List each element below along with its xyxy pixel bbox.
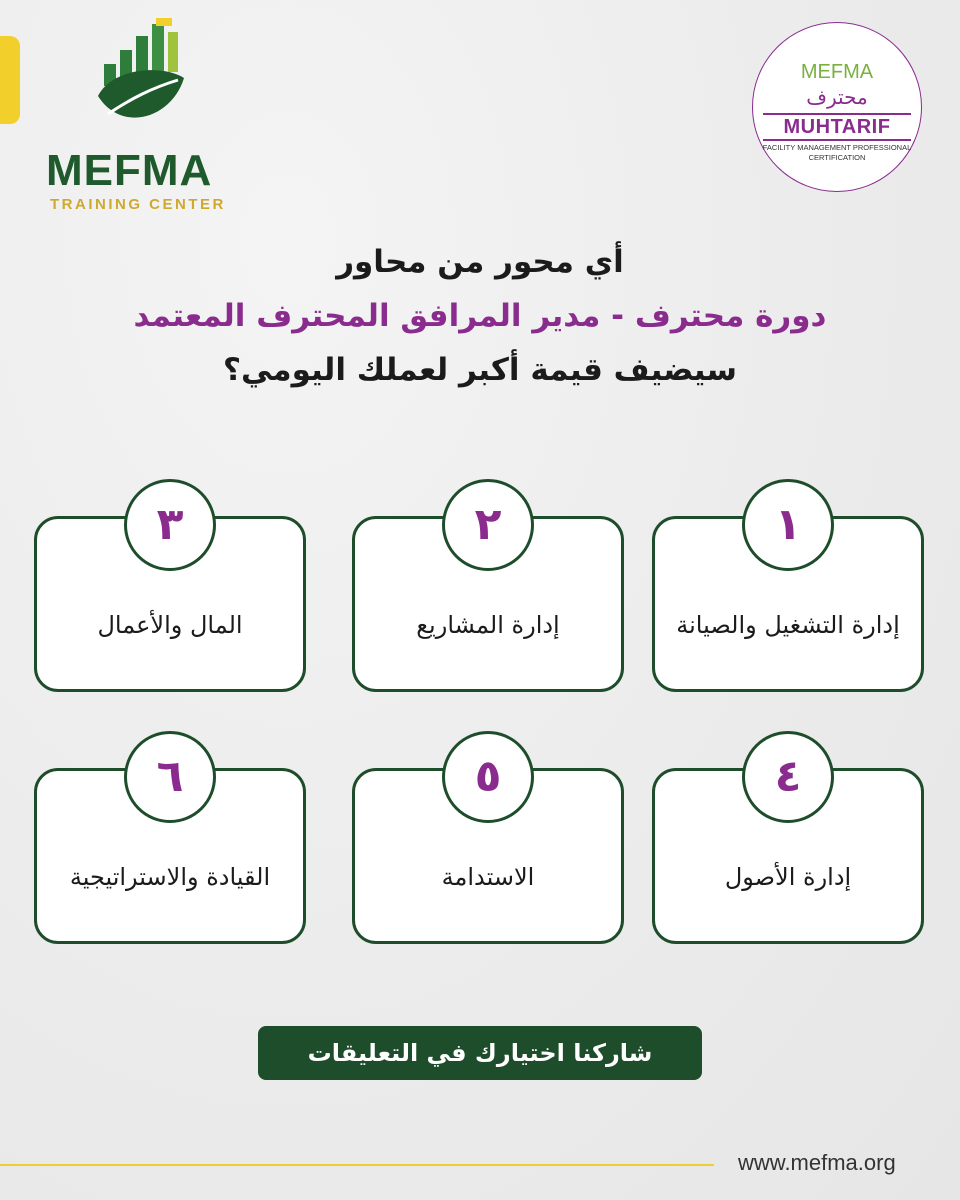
seal-ar: محترف: [806, 85, 868, 109]
accent-bar: [0, 36, 20, 124]
headline-line1: أي محور من محاور: [336, 244, 624, 280]
badge-number: ٤: [774, 751, 802, 802]
number-badge: [124, 731, 216, 823]
seal-name: MUHTARIF: [763, 113, 911, 141]
headline-line3: سيضيف قيمة أكبر لعملك اليومي؟: [223, 352, 737, 388]
option-card-6[interactable]: [34, 751, 306, 944]
badge-number: ٣: [156, 499, 184, 550]
number-badge: [442, 731, 534, 823]
footer-divider: [0, 1164, 714, 1166]
seal-caption: FACILITY MANAGEMENT PROFESSIONAL CERTIFICATION: [762, 143, 912, 162]
card-label: إدارة الأصول: [724, 863, 852, 891]
badge-number: ١: [774, 499, 802, 550]
brand-subtitle: TRAINING CENTER: [50, 196, 226, 213]
comment-cta-button[interactable]: شاركنا اختيارك في التعليقات: [258, 1026, 702, 1080]
badge-number: ٦: [156, 751, 184, 802]
website-link[interactable]: www.mefma.org: [738, 1150, 896, 1175]
badge-number: ٥: [474, 751, 502, 802]
muhtarif-seal: [752, 22, 922, 192]
option-card-1[interactable]: [652, 499, 924, 692]
card-label: المال والأعمال: [97, 611, 243, 639]
card-label: الاستدامة: [441, 863, 535, 891]
option-card-3[interactable]: [34, 499, 306, 692]
headline-line2: دورة محترف - مدير المرافق المحترف المعتمد: [133, 298, 827, 334]
card-label: إدارة المشاريع: [416, 611, 560, 639]
number-badge: [442, 479, 534, 571]
number-badge: [742, 479, 834, 571]
option-card-4[interactable]: [652, 751, 924, 944]
badge-number: ٢: [474, 499, 502, 550]
brand-title: MEFMA: [46, 146, 213, 195]
seal-en: MEFMA: [800, 61, 874, 83]
option-card-5[interactable]: [352, 751, 624, 944]
option-card-2[interactable]: [352, 499, 624, 692]
leaf-building-logo-icon: [92, 18, 192, 138]
card-label: القيادة والاستراتيجية: [69, 863, 271, 891]
mefma-training-logo: [42, 18, 242, 213]
card-label: إدارة التشغيل والصيانة: [676, 611, 900, 639]
number-badge: [742, 731, 834, 823]
number-badge: [124, 479, 216, 571]
